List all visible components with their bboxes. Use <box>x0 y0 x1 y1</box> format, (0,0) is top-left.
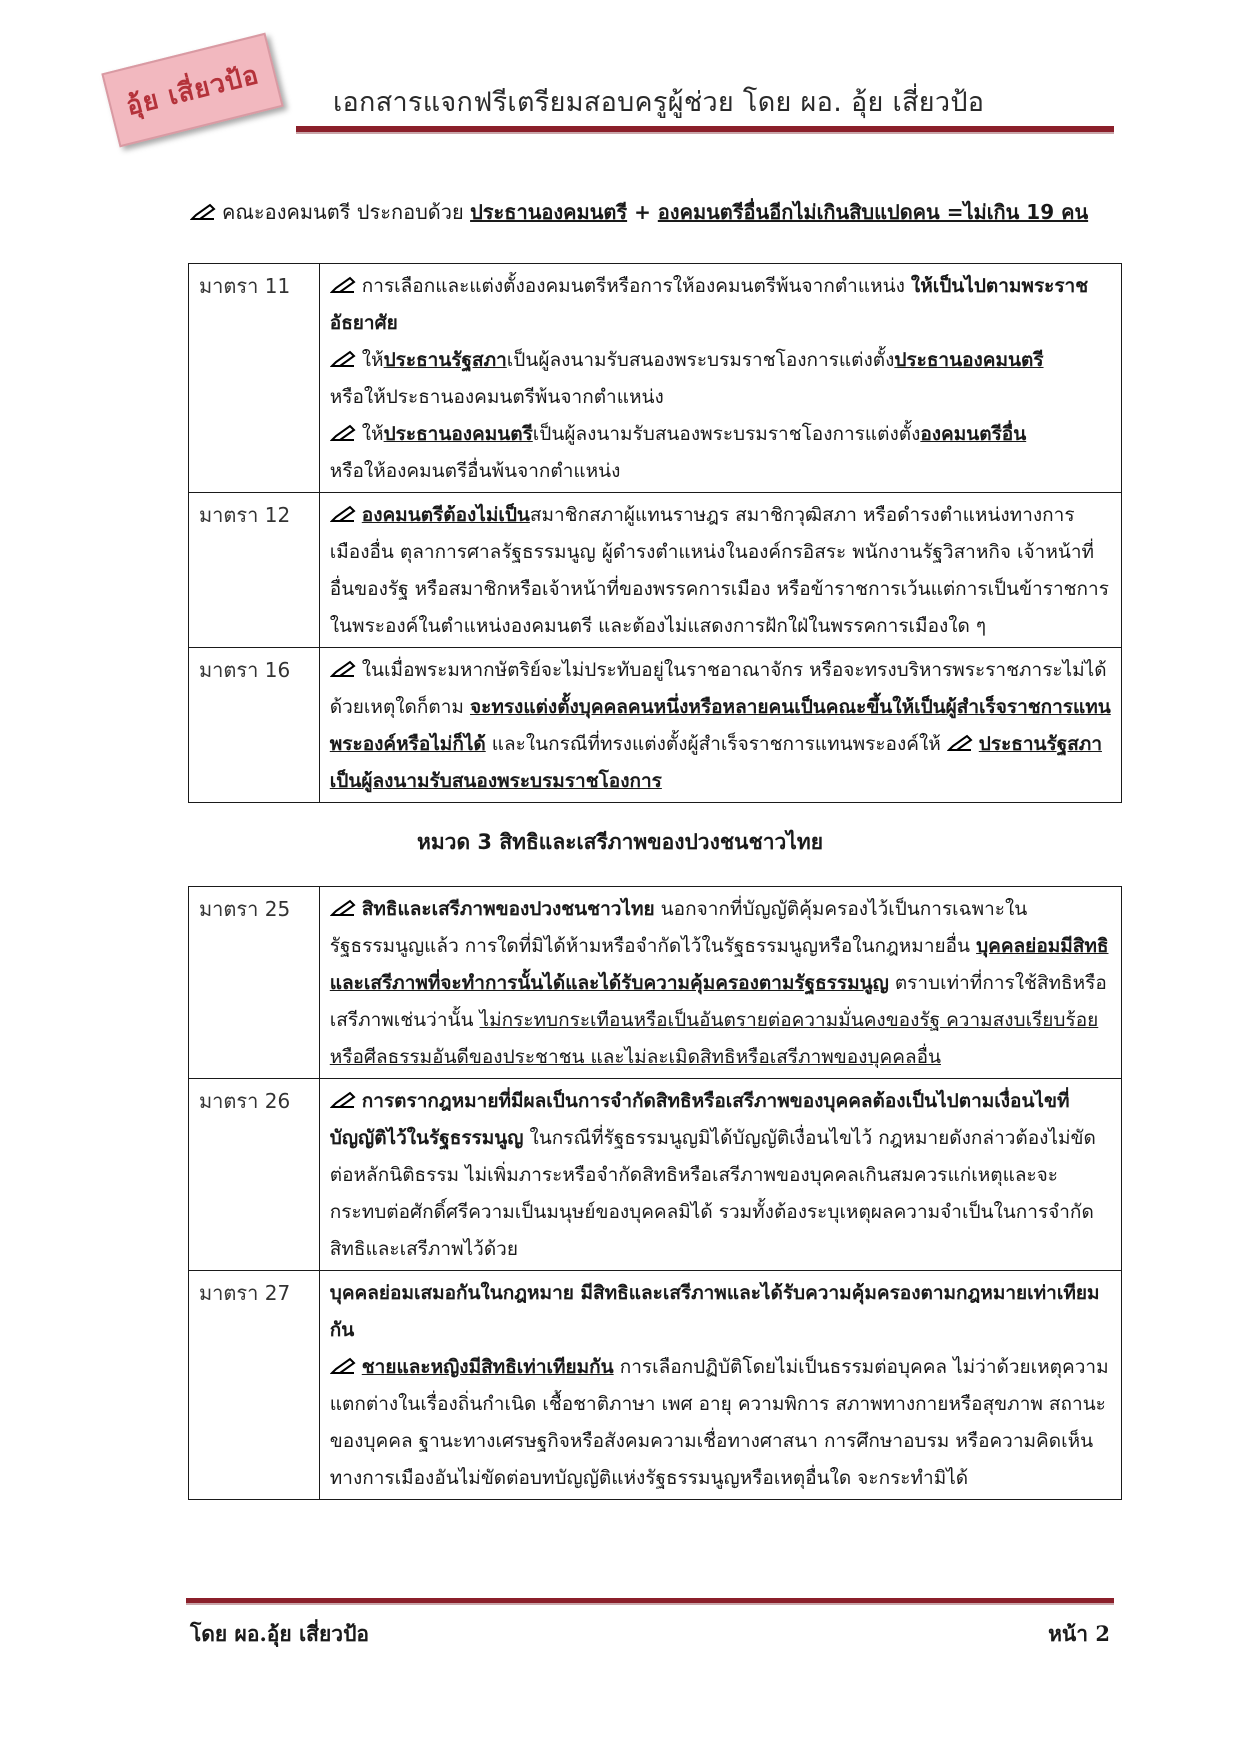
text: ไม่กระทบกระเทือนหรือเป็นอันตรายต่อความมั่นคงของรัฐ ความสงบเรียบร้อยหรือศีลธรรมอันดีของประชาชน และไม่ละเมิดสิทธิหรือเสรีภาพของบุคคลอื่น <box>329 1009 1099 1068</box>
chapter-heading: หมวด 3 สิทธิและเสรีภาพของปวงชนชาวไทย <box>416 830 823 854</box>
text: นอกจากที่บัญญัติคุ้มครองไว้เป็นการเฉพาะในรัฐธรรมนูญแล้ว การใดที่มิได้ห้ามหรือจำกัดไว้ในรัฐธรรมนูญหรือในกฎหมายอื่น <box>329 898 1028 957</box>
pen-icon <box>330 350 356 368</box>
text: ให้ <box>361 423 384 445</box>
text: ประธานรัฐสภา <box>383 349 507 371</box>
text: การเลือกปฏิบัติโดยไม่เป็นธรรมต่อบุคคล ไม่ว่าด้วยเหตุความแตกต่างในเรื่องถิ่นกำเนิด เชื้อชาติภาษา เพศ อายุ ความพิการ สภาพทางกายหรือสุขภาพ สถานะของบุคคล ฐานะทางเศรษฐกิจหรือสังคมความเชื่อทางศาสนา การศึกษาอบรม หรือความคิดเห็นทางการเมืองอันไม่ขัดต่อบทบัญญัติแห่งรัฐธรรมนูญหรือเหตุอื่นใด จะกระทำมิได้ <box>329 1356 1109 1489</box>
section-body <box>319 648 1121 803</box>
section-body <box>319 1271 1121 1500</box>
table-row <box>189 648 1122 803</box>
table-row <box>189 493 1122 648</box>
text: ให้เป็นไปตามพระราช อัธยาศัย <box>329 275 1089 334</box>
text: หรือให้ประธานองคมนตรีพ้นจากตำแหน่ง <box>329 386 664 408</box>
section-body <box>319 1079 1121 1271</box>
table-row <box>189 887 1122 1079</box>
header-title: เอกสารแจกฟรีเตรียมสอบครูผู้ช่วย โดย ผอ. อุ้ย เสี่ยวป้อ <box>333 87 985 118</box>
section-body <box>319 887 1121 1079</box>
text: ในเมื่อพระมหากษัตริย์จะไม่ประทับอยู่ในราชอาณาจักร หรือจะทรงบริหารพระราชภาระไม่ได้ด้วยเหตุใดก็ตาม <box>329 659 1107 718</box>
pen-icon <box>330 899 356 917</box>
intro-line <box>190 196 1088 228</box>
text: บุคคลย่อมเสมอกันในกฎหมาย มีสิทธิและเสรีภาพและได้รับความคุ้มครองตามกฎหมายเท่าเทียมกัน <box>329 1282 1100 1341</box>
text: องคมนตรีอื่น <box>920 423 1027 445</box>
page-number: หน้า 2 <box>1048 1621 1110 1646</box>
text: จะทรงแต่งตั้งบุคคลคนหนึ่งหรือหลายคนเป็นคณะขึ้นให้เป็นผู้สำเร็จราชการแทนพระองค์หรือไม่ก็ได้ <box>329 696 1111 755</box>
text: องคมนตรีต้องไม่เป็น <box>361 504 530 526</box>
footer-author: โดย ผอ.อุ้ย เสี่ยวป้อ <box>190 1621 370 1646</box>
footer-divider <box>186 1598 1114 1605</box>
intro-text-3: + <box>627 200 658 224</box>
pen-icon <box>330 660 356 678</box>
text: และในกรณีที่ทรงแต่งตั้งผู้สำเร็จราชการแทนพระองค์ให้ <box>485 733 947 755</box>
text: ประธานรัฐสภาเป็นผู้ลงนามรับสนองพระบรมราชโองการ <box>329 733 1102 792</box>
section-label: มาตรา 12 <box>189 493 320 648</box>
stamp-text: อุ้ย เสี่ยวป้อ <box>123 59 263 122</box>
text: เป็นผู้ลงนามรับสนองพระบรมราชโองการแต่งตั้ง <box>506 349 895 371</box>
section-label: มาตรา 16 <box>189 648 320 803</box>
section-label: มาตรา 11 <box>189 264 320 493</box>
text: สิทธิและเสรีภาพของปวงชนชาวไทย <box>361 898 655 920</box>
table-row <box>189 264 1122 493</box>
text: การตรากฎหมายที่มีผลเป็นการจำกัดสิทธิหรือเสรีภาพของบุคคลต้องเป็นไปตามเงื่อนไขที่บัญญัติไว้ในรัฐธรรมนูญ <box>329 1090 1070 1149</box>
intro-text-2: ประธานองคมนตรี <box>470 200 628 224</box>
text: สมาชิกสภาผู้แทนราษฎร สมาชิกวุฒิสภา หรือดำรงตำแหน่งทางการเมืองอื่น ตุลาการศาลรัฐธรรมนูญ ผู้ดำรงตำแหน่งในองค์กรอิสระ พนักงานรัฐวิสาหกิจ เจ้าหน้าที่อื่นของรัฐ หรือสมาชิกหรือเจ้าหน้าที่ของพรรคการเมือง หรือข้าราชการเว้นแต่การเป็นข้าราชการในพระองค์ในตำแหน่งองคมนตรี และต้องไม่แสดงการฝักใฝ่ในพรรคการเมืองใด ๆ <box>329 504 1109 637</box>
section-label: มาตรา 25 <box>189 887 320 1079</box>
section-label: มาตรา 26 <box>189 1079 320 1271</box>
header-divider <box>296 126 1114 134</box>
law-table-1 <box>188 263 1122 803</box>
table-row <box>189 1079 1122 1271</box>
section-body <box>319 264 1121 493</box>
section-body <box>319 493 1121 648</box>
pen-icon <box>330 424 356 442</box>
pen-icon <box>330 1091 356 1109</box>
table-row <box>189 1271 1122 1500</box>
text: การเลือกและแต่งตั้งองคมนตรีหรือการให้องคมนตรีพ้นจากตำแหน่ง <box>361 275 911 297</box>
text: หรือให้องคมนตรีอื่นพ้นจากตำแหน่ง <box>329 460 621 482</box>
text: ตราบเท่าที่การใช้สิทธิหรือเสรีภาพเช่นว่านั้น <box>329 972 1107 1031</box>
law-table-2 <box>188 886 1122 1500</box>
text: ชายและหญิงมีสิทธิเท่าเทียมกัน <box>361 1356 614 1378</box>
section-label: มาตรา 27 <box>189 1271 320 1500</box>
pen-icon <box>190 203 216 221</box>
author-stamp-logo <box>101 33 283 148</box>
text: ในกรณีที่รัฐธรรมนูญมิได้บัญญัติเงื่อนไขไว้ กฎหมายดังกล่าวต้องไม่ขัดต่อหลักนิติธรรม ไม่เพิ่มภาระหรือจำกัดสิทธิหรือเสรีภาพของบุคคลเกินสมควรแก่เหตุและจะกระทบต่อศักดิ์ศรีความเป็นมนุษย์ของบุคคลมิได้ รวมทั้งต้องระบุเหตุผลความจำเป็นในการจำกัดสิทธิและเสรีภาพไว้ด้วย <box>329 1127 1096 1260</box>
text: ประธานองคมนตรี <box>383 423 533 445</box>
text: ให้ <box>361 349 384 371</box>
pen-icon <box>330 276 356 294</box>
intro-text-1: คณะองคมนตรี ประกอบด้วย <box>222 200 471 224</box>
text: ประธานองคมนตรี <box>894 349 1044 371</box>
intro-text-4: องคมนตรีอื่นอีกไม่เกินสิบแปดคน =ไม่เกิน 19 คน <box>657 200 1089 224</box>
pen-icon <box>330 1357 356 1375</box>
pen-icon <box>947 734 973 752</box>
text: เป็นผู้ลงนามรับสนองพระบรมราชโองการแต่งตั้ง <box>532 423 921 445</box>
pen-icon <box>330 505 356 523</box>
text: บุคคลย่อมมีสิทธิและเสรีภาพที่จะทำการนั้นได้และได้รับความคุ้มครองตามรัฐธรรมนูญ <box>329 935 1109 994</box>
